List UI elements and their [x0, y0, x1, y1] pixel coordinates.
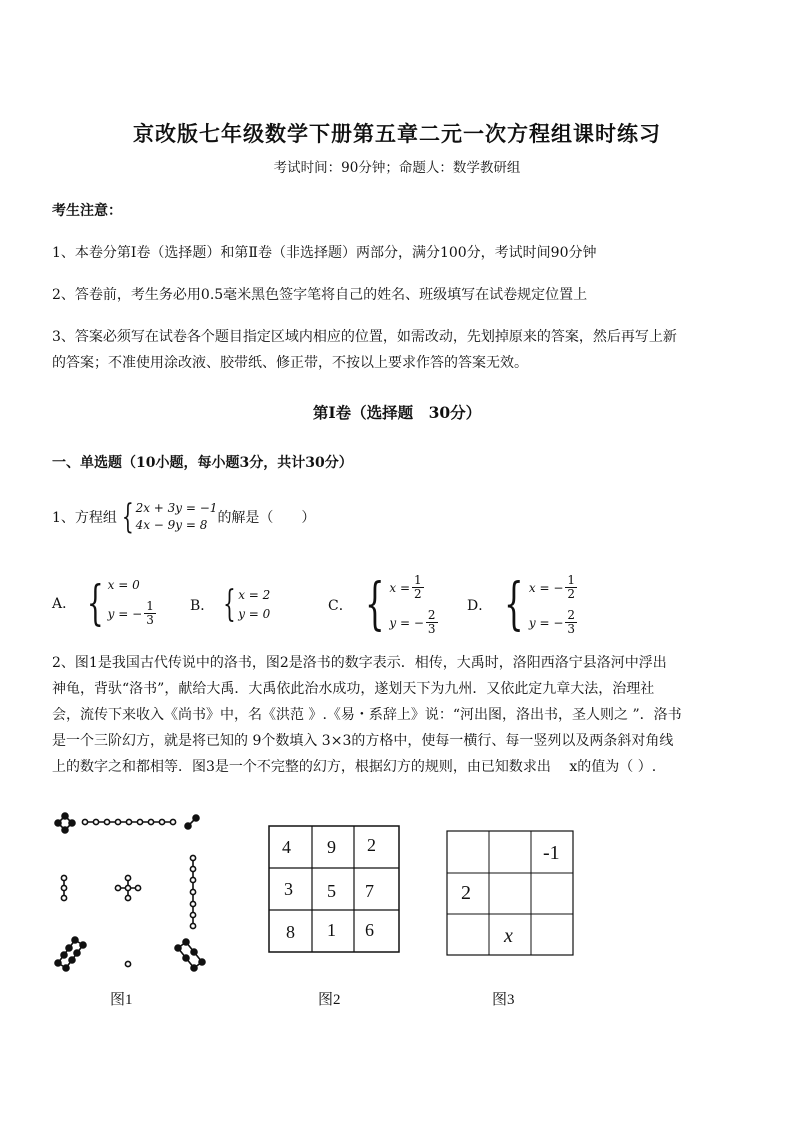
- option-c-y-num: 2: [427, 608, 436, 622]
- figure-1-luoshu: [48, 808, 218, 983]
- page-subtitle: 考试时间：90分钟；命题人：数学教研组: [273, 160, 521, 176]
- option-c-y-den: 3: [427, 622, 436, 636]
- q2-line-2: 神龟，背驮“洛书”，献给大禹．大禹依此治水成功，遂划天下为九州．又依此定九章大法，治理社: [52, 681, 655, 697]
- q2-line-3: 会，流传下来收入《尚书》中，名《洪范 》.《易・系辞上》说：“河出图，洛出书，圣人则之 ”．洛书: [52, 707, 682, 723]
- option-c-x-den: 2: [414, 587, 422, 601]
- notice-item-2: 2、答卷前，考生务必用0.5毫米黑色签字笔将自己的姓名、班级填写在试卷规定位置上: [52, 287, 588, 303]
- q1-system: [117, 497, 218, 537]
- option-b-y: y = 0: [238, 607, 271, 621]
- option-a-y-den: 3: [146, 613, 154, 627]
- option-d-label: D．: [467, 598, 493, 614]
- option-a-y-prefix: y = −: [107, 606, 143, 621]
- dot: [55, 820, 61, 826]
- option-d-y-prefix: y = −: [528, 615, 564, 630]
- option-d[interactable]: [467, 574, 577, 636]
- option-b[interactable]: [190, 586, 270, 624]
- option-c-x-num: 1: [414, 573, 422, 587]
- dot: [69, 820, 75, 826]
- fig2-cell: 4: [282, 837, 291, 857]
- brace-icon: {: [86, 574, 104, 631]
- fig2-cell: 9: [327, 837, 336, 857]
- fig3-cell: -1: [543, 842, 560, 864]
- question-1: [52, 497, 316, 537]
- q2-line-4: 是一个三阶幻方，就是将已知的 9个数填入 3×3的方格中，使每一横行、每一竖列以及两条斜对角线: [52, 733, 674, 749]
- option-c[interactable]: [328, 574, 438, 636]
- fig3-cell: 2: [461, 882, 471, 904]
- option-a[interactable]: [52, 574, 156, 631]
- section-title: 第Ⅰ卷（选择题 30分）: [312, 403, 482, 422]
- brace-icon: {: [504, 572, 524, 637]
- fig2-cell: 2: [367, 835, 376, 855]
- fig2-cell: 1: [327, 920, 336, 940]
- option-c-label: C．: [328, 598, 353, 614]
- q1-eq2: 4x − 9y = 8: [135, 518, 208, 532]
- q2-line-1: 2、图1是我国古代传说中的洛书，图2是洛书的数字表示．相传，大禹时，洛阳西洛宁县洛河中浮出: [52, 655, 667, 671]
- option-b-label: B．: [190, 598, 215, 614]
- notice-item-1: 1、本卷分第Ⅰ卷（选择题）和第Ⅱ卷（非选择题）两部分，满分100分，考试时间90分钟: [52, 245, 597, 261]
- notice-heading: 考生注意：: [52, 203, 122, 219]
- option-d-y-den: 3: [567, 622, 576, 636]
- fig2-cell: 6: [365, 920, 374, 940]
- q1-prefix: 1、方程组: [52, 510, 117, 526]
- option-b-x: x = 2: [238, 588, 271, 602]
- notice-item-3: 3、答案必须写在试卷各个题目指定区域内相应的位置，如需改动，先划掉原来的答案，然后再写上新: [52, 329, 677, 345]
- option-d-x-den: 2: [567, 587, 576, 601]
- figure-3-caption: 图3: [492, 992, 515, 1008]
- option-d-x-prefix: x = −: [528, 580, 564, 595]
- fig2-cell: 3: [284, 879, 293, 899]
- brace-icon: {: [364, 572, 385, 637]
- fig2-cell: 8: [286, 922, 295, 942]
- option-a-label: A．: [52, 595, 77, 612]
- part-title: 一、单选题（10小题，每小题3分，共计30分）: [52, 455, 353, 471]
- fig2-cell: 5: [327, 881, 336, 901]
- option-a-y-num: 1: [146, 599, 154, 613]
- option-a-x: x = 0: [107, 578, 140, 592]
- brace-icon: {: [223, 584, 237, 625]
- figure-1-caption: 图1: [110, 992, 133, 1008]
- q1-suffix: 的解是（ ）: [217, 510, 316, 526]
- fig2-cell: 7: [365, 881, 374, 901]
- page-title: 京改版七年级数学下册第五章二元一次方程组课时练习: [133, 121, 661, 146]
- option-d-x-num: 1: [567, 573, 576, 587]
- brace-icon: {: [121, 497, 134, 537]
- dot: [62, 827, 68, 833]
- fig3-cell: x: [504, 925, 513, 947]
- option-d-y-num: 2: [567, 608, 576, 622]
- notice-item-3-cont: 的答案；不准使用涂改液、胶带纸、修正带，不按以上要求作答的答案无效。: [52, 355, 528, 371]
- option-c-y-prefix: y = −: [389, 615, 424, 630]
- q1-eq1: 2x + 3y = −1: [135, 501, 218, 515]
- option-c-x-prefix: x =: [389, 580, 410, 595]
- figure-2-caption: 图2: [318, 992, 341, 1008]
- q2-line-5: 上的数字之和都相等．图3是一个不完整的幻方，根据幻方的规则，由已知数求出 x的值为（ ）.: [52, 759, 657, 775]
- dot: [62, 813, 68, 819]
